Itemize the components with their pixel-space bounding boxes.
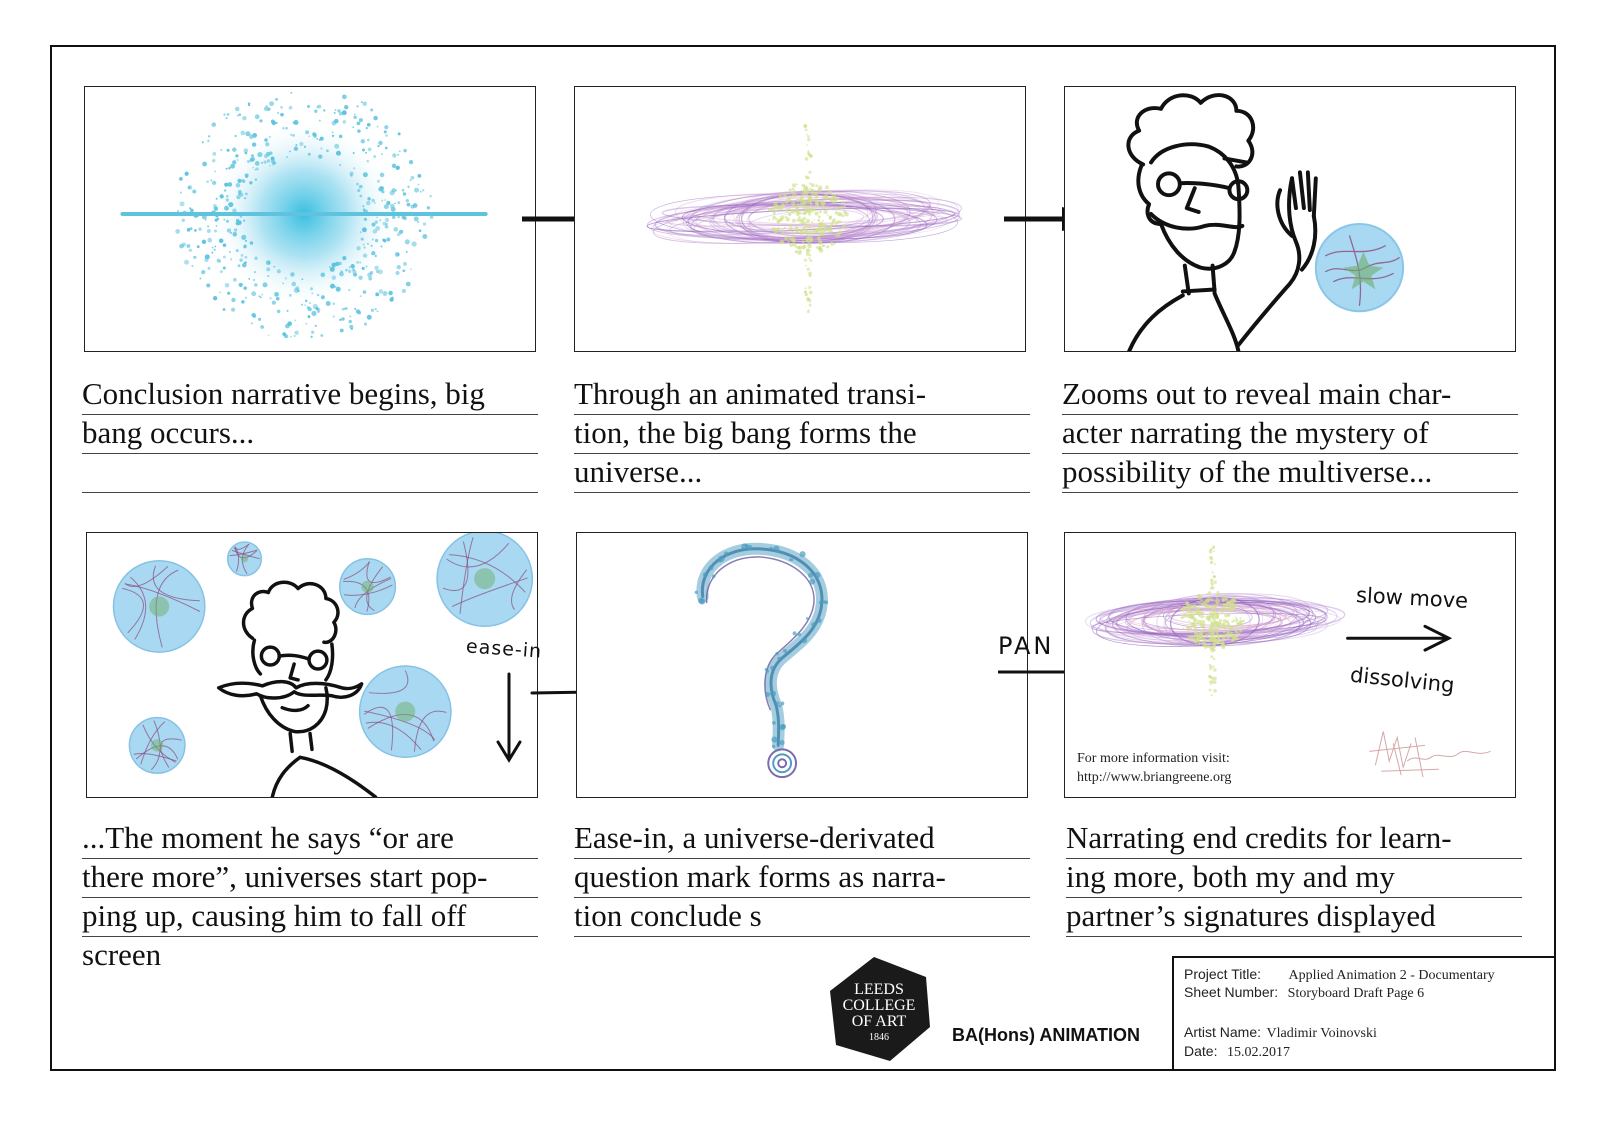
- panel-1-frame: [84, 86, 536, 352]
- caption-line: tion conclude s: [574, 898, 1030, 937]
- project-title-label: Project Title:: [1184, 966, 1262, 982]
- caption-line: ...The moment he says “or are: [82, 820, 538, 859]
- caption-line: possibility of the multiverse...: [1062, 454, 1518, 493]
- logo-line-3: OF ART: [851, 1013, 907, 1030]
- panel-1-caption: [82, 376, 538, 493]
- caption-line: screen: [82, 937, 162, 972]
- date-value: 15.02.2017: [1226, 1045, 1290, 1060]
- course-name: BA(Hons) ANIMATION: [952, 1025, 1140, 1045]
- big-bang-illustration: [85, 87, 535, 351]
- ease-in-label: ease-in: [465, 635, 543, 663]
- caption-line: partner’s signatures displayed: [1066, 898, 1522, 937]
- logo-line-2: COLLEGE: [842, 997, 916, 1014]
- caption-line: Through an animated transi-: [574, 376, 1030, 415]
- caption-line: ping up, causing him to fall off: [82, 898, 538, 937]
- credits-text: [1077, 749, 1231, 787]
- credits-url: http://www.briangreene.org: [1077, 770, 1232, 785]
- sheet-number-label: Sheet Number:: [1184, 984, 1279, 1000]
- question-mark-illustration: [577, 533, 1027, 797]
- caption-line: [82, 454, 538, 493]
- caption-line: Zooms out to reveal main char-: [1062, 376, 1518, 415]
- narrator-character-illustration: [1065, 87, 1515, 351]
- title-block: [1172, 956, 1556, 1071]
- dissolving-label: dissolving: [1349, 662, 1456, 698]
- caption-line: ing more, both my and my: [1066, 859, 1522, 898]
- logo-text: [826, 982, 932, 1046]
- logo-line-4: 1846: [869, 1032, 889, 1043]
- panel-3-frame: [1064, 86, 1516, 352]
- galaxy-illustration: [575, 87, 1025, 351]
- panel-2-frame: [574, 86, 1026, 352]
- caption-line: Ease-in, a universe-derivated: [574, 820, 1030, 859]
- logo-line-1: LEEDS: [854, 981, 904, 998]
- caption-line: there more”, universes start pop-: [82, 859, 538, 898]
- caption-line: bang occurs...: [82, 415, 538, 454]
- project-title-value: Applied Animation 2 - Documentary: [1288, 968, 1495, 983]
- date-label: Date:: [1184, 1043, 1218, 1059]
- panel-2-caption: [574, 376, 1030, 493]
- panel-5-frame: [576, 532, 1028, 798]
- panel-4-caption: [82, 820, 538, 975]
- caption-line: Conclusion narrative begins, big: [82, 376, 538, 415]
- credits-line-1: For more information visit:: [1077, 751, 1230, 766]
- slow-move-label: slow move: [1355, 583, 1469, 613]
- caption-line: tion, the big bang forms the: [574, 415, 1030, 454]
- artist-name-label: Artist Name:: [1184, 1024, 1262, 1040]
- panel-3-caption: [1062, 376, 1518, 493]
- sheet-number-value: Storyboard Draft Page 6: [1287, 986, 1425, 1001]
- pan-label: PAN: [998, 632, 1055, 660]
- caption-line: question mark forms as narra-: [574, 859, 1030, 898]
- panel-4-frame: [86, 532, 538, 798]
- artist-name-value: Vladimir Voinovski: [1266, 1026, 1377, 1041]
- signature-marks: [1369, 731, 1490, 777]
- down-arrow-icon: [494, 672, 524, 766]
- caption-line: universe...: [574, 454, 1030, 493]
- caption-line: acter narrating the mystery of: [1062, 415, 1518, 454]
- panel-6-caption: [1066, 820, 1522, 937]
- panel-5-caption: [574, 820, 1030, 937]
- caption-line: Narrating end credits for learn-: [1066, 820, 1522, 859]
- multiverse-character-illustration: [87, 533, 537, 797]
